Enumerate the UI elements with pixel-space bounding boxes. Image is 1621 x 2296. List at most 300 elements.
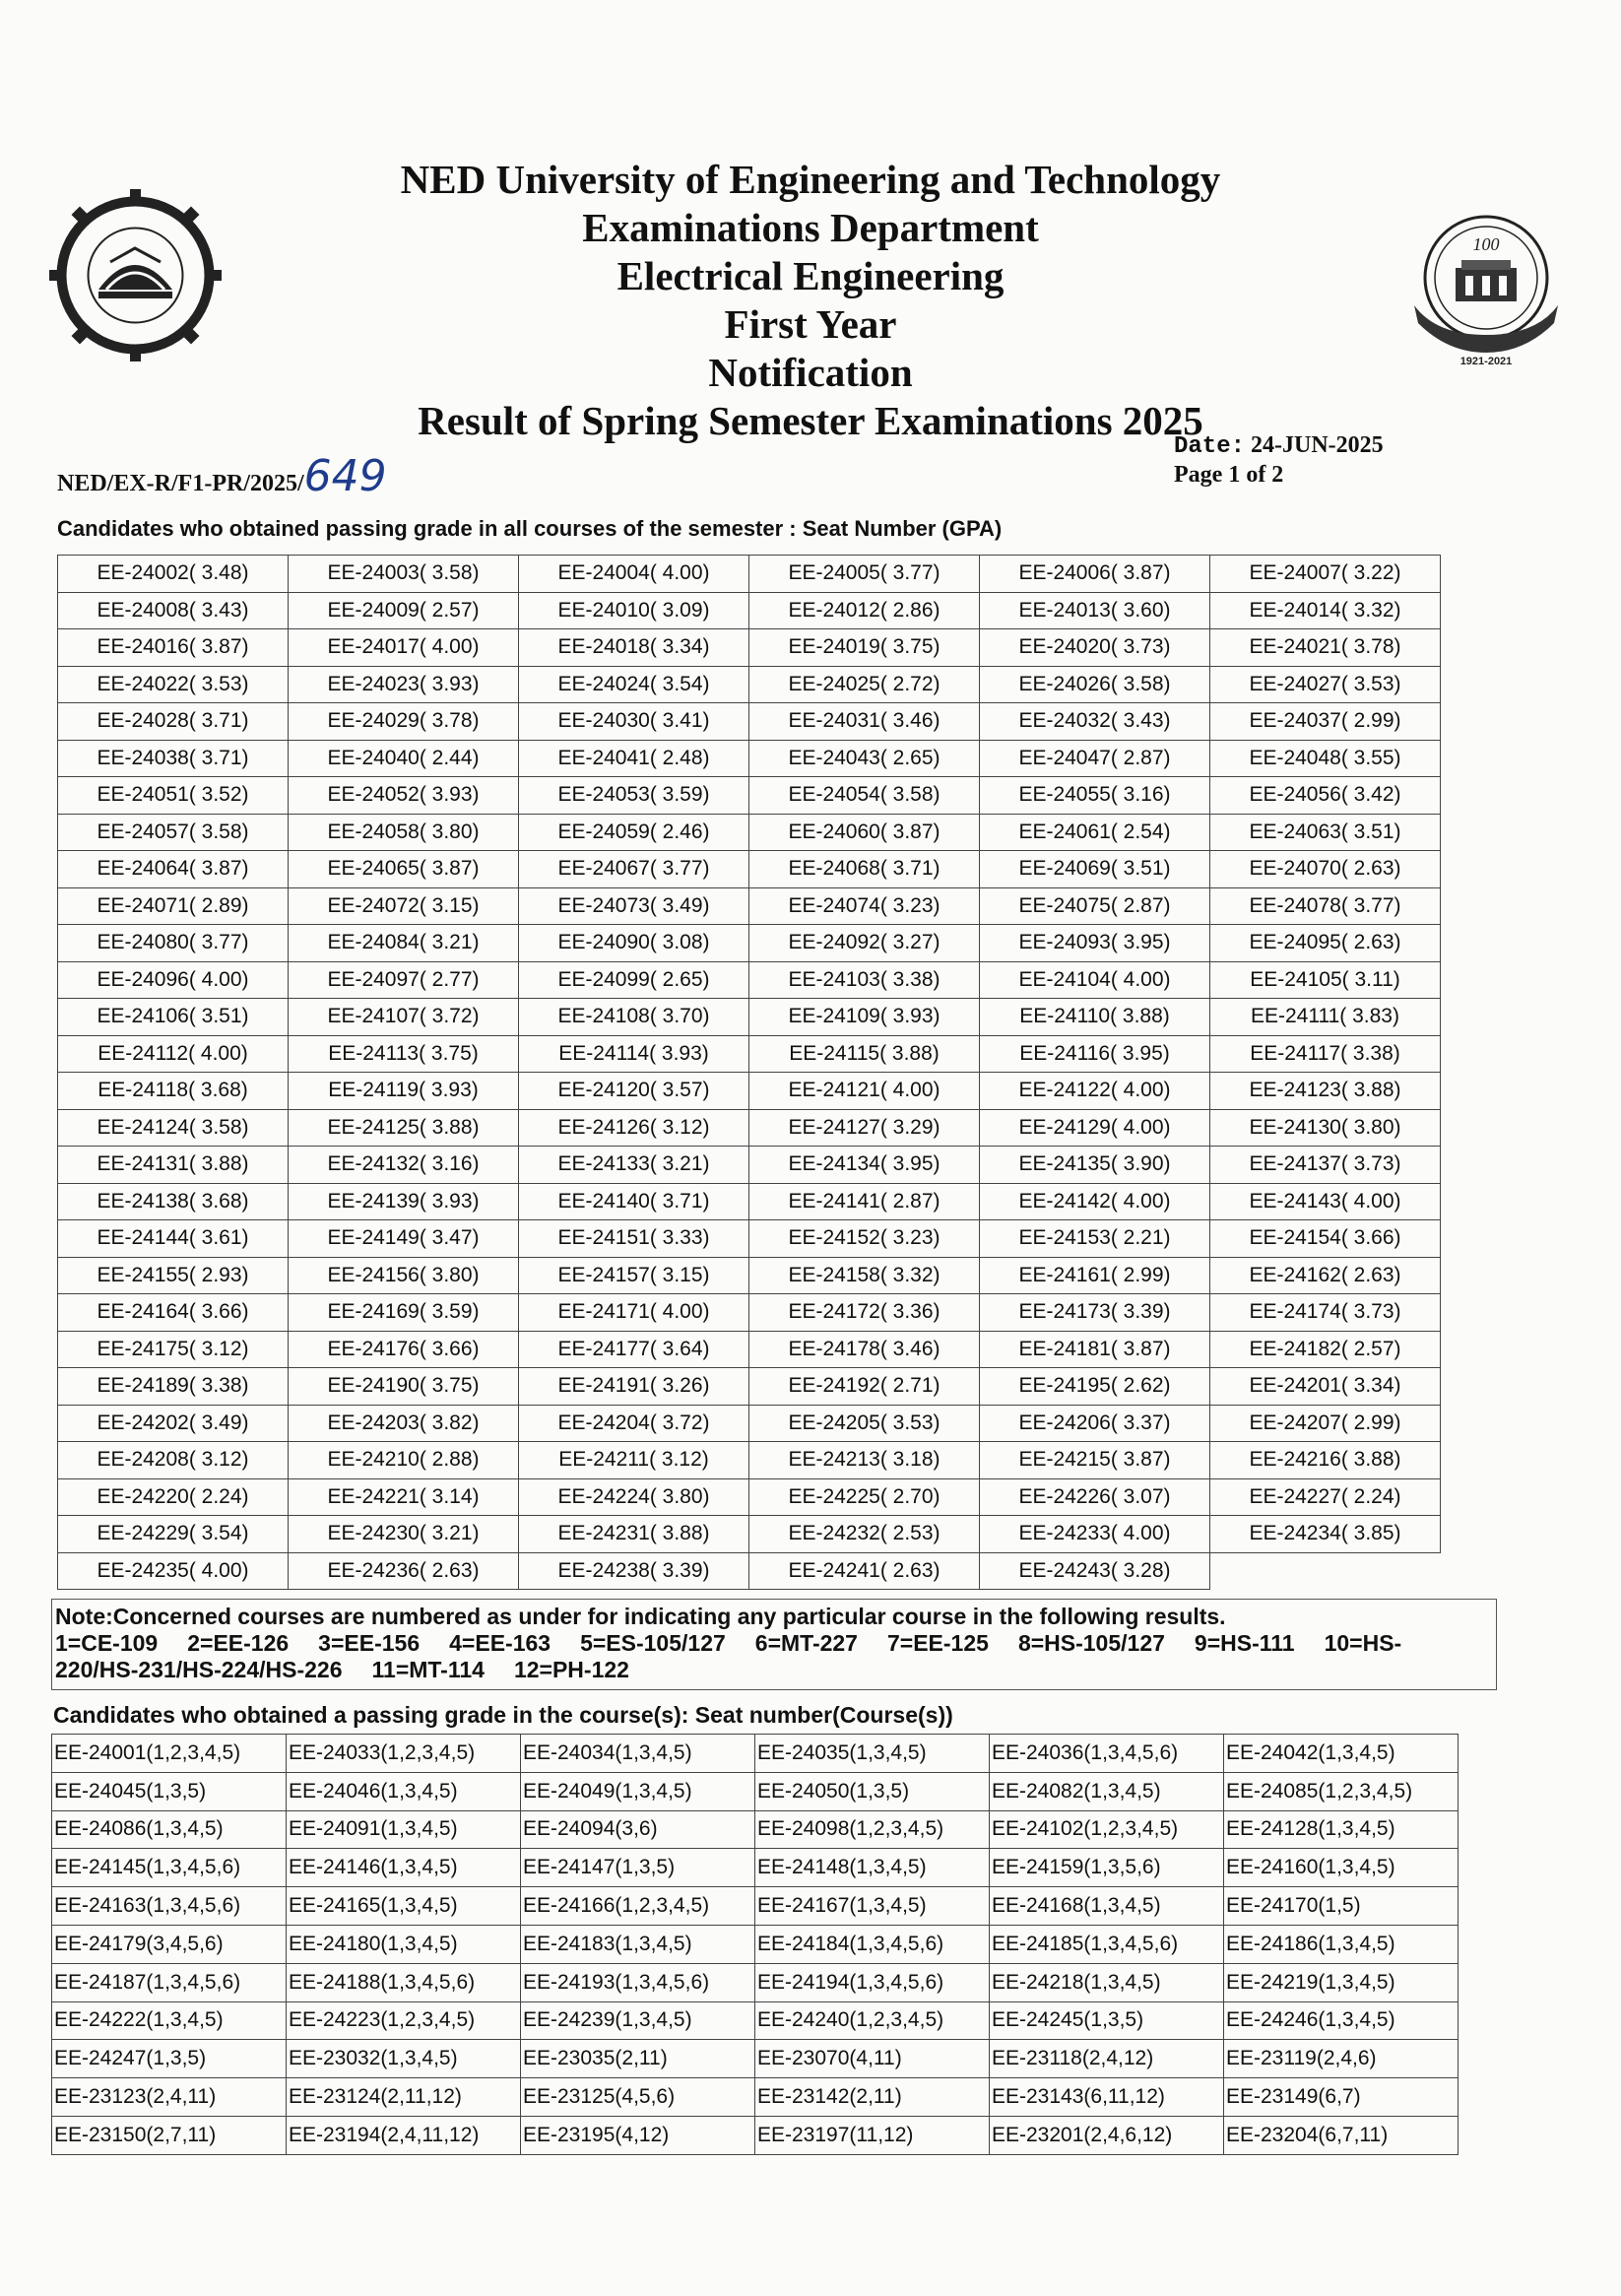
table-cell: EE-24073( 3.49) xyxy=(519,887,749,925)
table-cell: EE-24243( 3.28) xyxy=(980,1552,1210,1590)
table-cell: EE-24185(1,3,4,5,6) xyxy=(990,1925,1224,1963)
table-cell: EE-24019( 3.75) xyxy=(749,629,980,667)
table-row xyxy=(58,1294,1441,1332)
table-cell: EE-24158( 3.32) xyxy=(749,1257,980,1294)
table-cell: EE-24180(1,3,4,5) xyxy=(287,1925,521,1963)
table-cell: EE-24094(3,6) xyxy=(521,1810,755,1849)
table-cell: EE-24222(1,3,4,5) xyxy=(52,2001,287,2040)
table-cell: EE-24045(1,3,5) xyxy=(52,1772,287,1810)
table-cell: EE-24033(1,2,3,4,5) xyxy=(287,1735,521,1773)
table-cell: EE-24032( 3.43) xyxy=(980,703,1210,741)
table-cell: EE-24218(1,3,4,5) xyxy=(990,1963,1224,2001)
table-cell: EE-23201(2,4,6,12) xyxy=(990,2116,1224,2154)
table-row xyxy=(52,2078,1459,2117)
table-cell: EE-24013( 3.60) xyxy=(980,592,1210,629)
table-cell: EE-24163(1,3,4,5,6) xyxy=(52,1887,287,1926)
table-row xyxy=(58,1220,1441,1258)
date-label: Date: xyxy=(1174,433,1246,460)
table-cell: EE-24175( 3.12) xyxy=(58,1331,289,1368)
table-cell: EE-24056( 3.42) xyxy=(1210,777,1441,815)
table-cell: EE-24166(1,2,3,4,5) xyxy=(521,1887,755,1926)
course-note xyxy=(51,1599,1497,1690)
table-cell: EE-24047( 2.87) xyxy=(980,740,1210,777)
table-cell: EE-24065( 3.87) xyxy=(289,851,519,888)
table-cell: EE-24127( 3.29) xyxy=(749,1109,980,1147)
table-cell: EE-24075( 2.87) xyxy=(980,887,1210,925)
table-cell: EE-24048( 3.55) xyxy=(1210,740,1441,777)
table-row xyxy=(58,814,1441,851)
table-cell: EE-24114( 3.93) xyxy=(519,1035,749,1073)
table-cell: EE-24022( 3.53) xyxy=(58,666,289,703)
table-cell: EE-24140( 3.71) xyxy=(519,1183,749,1220)
table-cell: EE-24247(1,3,5) xyxy=(52,2040,287,2078)
table-cell: EE-23119(2,4,6) xyxy=(1224,2040,1459,2078)
table-cell: EE-24224( 3.80) xyxy=(519,1478,749,1516)
table-row xyxy=(58,1147,1441,1184)
table-cell: EE-24078( 3.77) xyxy=(1210,887,1441,925)
table-cell: EE-24132( 3.16) xyxy=(289,1147,519,1184)
table-cell: EE-24176( 3.66) xyxy=(289,1331,519,1368)
table-row xyxy=(58,1552,1441,1590)
table-cell: EE-23204(6,7,11) xyxy=(1224,2116,1459,2154)
table-cell: EE-24170(1,5) xyxy=(1224,1887,1459,1926)
document-header xyxy=(0,156,1621,445)
table-cell: EE-24147(1,3,5) xyxy=(521,1849,755,1887)
table-row xyxy=(52,1849,1459,1887)
table-cell: EE-23149(6,7) xyxy=(1224,2078,1459,2117)
table-cell: EE-24182( 2.57) xyxy=(1210,1331,1441,1368)
table-cell: EE-24241( 2.63) xyxy=(749,1552,980,1590)
table-cell: EE-24070( 2.63) xyxy=(1210,851,1441,888)
table-row xyxy=(58,1073,1441,1110)
table-cell: EE-24074( 3.23) xyxy=(749,887,980,925)
table-cell: EE-23150(2,7,11) xyxy=(52,2116,287,2154)
table-cell: EE-24156( 3.80) xyxy=(289,1257,519,1294)
table-row xyxy=(58,851,1441,888)
table-cell: EE-24096( 4.00) xyxy=(58,961,289,999)
table-cell: EE-23194(2,4,11,12) xyxy=(287,2116,521,2154)
document-type: Notification xyxy=(708,350,913,395)
reference-handwritten: 649 xyxy=(303,451,387,501)
date-block xyxy=(1174,431,1384,489)
table-cell: EE-24135( 3.90) xyxy=(980,1147,1210,1184)
table-cell: EE-24230( 3.21) xyxy=(289,1516,519,1553)
table-cell: EE-24130( 3.80) xyxy=(1210,1109,1441,1147)
table-cell: EE-24226( 3.07) xyxy=(980,1478,1210,1516)
table-cell: EE-24126( 3.12) xyxy=(519,1109,749,1147)
table-cell: EE-24211( 3.12) xyxy=(519,1442,749,1479)
course-legend-item: 8=HS-105/127 xyxy=(1017,1630,1165,1656)
table-cell: EE-24139( 3.93) xyxy=(289,1183,519,1220)
table-row xyxy=(58,1368,1441,1406)
table-cell: EE-24095( 2.63) xyxy=(1210,925,1441,962)
table-cell: EE-24161( 2.99) xyxy=(980,1257,1210,1294)
table-cell: EE-24231( 3.88) xyxy=(519,1516,749,1553)
table-cell: EE-24188(1,3,4,5,6) xyxy=(287,1963,521,2001)
table-cell: EE-23125(4,5,6) xyxy=(521,2078,755,2117)
table-cell: EE-24119( 3.93) xyxy=(289,1073,519,1110)
table-cell: EE-24240(1,2,3,4,5) xyxy=(755,2001,990,2040)
table-cell: EE-24194(1,3,4,5,6) xyxy=(755,1963,990,2001)
table-cell: EE-24035(1,3,4,5) xyxy=(755,1735,990,1773)
table-cell: EE-24060( 3.87) xyxy=(749,814,980,851)
table-cell: EE-24023( 3.93) xyxy=(289,666,519,703)
section1-caption: Candidates who obtained passing grade in all courses of the semester : Seat Number (GPA) xyxy=(57,516,1003,541)
table-cell: EE-24181( 3.87) xyxy=(980,1331,1210,1368)
table-cell: EE-24177( 3.64) xyxy=(519,1331,749,1368)
table-cell: EE-24106( 3.51) xyxy=(58,999,289,1036)
table-cell: EE-24143( 4.00) xyxy=(1210,1183,1441,1220)
table-cell: EE-24208( 3.12) xyxy=(58,1442,289,1479)
table-cell: EE-24120( 3.57) xyxy=(519,1073,749,1110)
table-cell: EE-24125( 3.88) xyxy=(289,1109,519,1147)
table-cell: EE-24018( 3.34) xyxy=(519,629,749,667)
table-row xyxy=(58,999,1441,1036)
table-cell: EE-23142(2,11) xyxy=(755,2078,990,2117)
table-cell: EE-24186(1,3,4,5) xyxy=(1224,1925,1459,1963)
table-cell: EE-24031( 3.46) xyxy=(749,703,980,741)
table-cell: EE-24133( 3.21) xyxy=(519,1147,749,1184)
reference-number xyxy=(57,451,387,501)
table-cell: EE-24036(1,3,4,5,6) xyxy=(990,1735,1224,1773)
table-cell: EE-23032(1,3,4,5) xyxy=(287,2040,521,2078)
table-cell: EE-24154( 3.66) xyxy=(1210,1220,1441,1258)
table-cell: EE-24221( 3.14) xyxy=(289,1478,519,1516)
table-cell: EE-24052( 3.93) xyxy=(289,777,519,815)
table-cell: EE-24068( 3.71) xyxy=(749,851,980,888)
table-cell: EE-24064( 3.87) xyxy=(58,851,289,888)
table-cell: EE-24038( 3.71) xyxy=(58,740,289,777)
table-cell: EE-24215( 3.87) xyxy=(980,1442,1210,1479)
table-row xyxy=(58,1257,1441,1294)
table-row xyxy=(52,1887,1459,1926)
course-legend-item: 7=EE-125 xyxy=(886,1630,989,1656)
table-cell: EE-24129( 4.00) xyxy=(980,1109,1210,1147)
table-cell: EE-24108( 3.70) xyxy=(519,999,749,1036)
table-cell: EE-24059( 2.46) xyxy=(519,814,749,851)
table-cell: EE-24206( 3.37) xyxy=(980,1405,1210,1442)
table-cell: EE-24144( 3.61) xyxy=(58,1220,289,1258)
table-row xyxy=(58,1478,1441,1516)
table-cell: EE-24213( 3.18) xyxy=(749,1442,980,1479)
table-cell: EE-24138( 3.68) xyxy=(58,1183,289,1220)
table-cell: EE-24042(1,3,4,5) xyxy=(1224,1735,1459,1773)
table-row xyxy=(58,1183,1441,1220)
table-cell: EE-23123(2,4,11) xyxy=(52,2078,287,2117)
table-cell: EE-24055( 3.16) xyxy=(980,777,1210,815)
table-cell: EE-24234( 3.85) xyxy=(1210,1516,1441,1553)
table-cell: EE-23124(2,11,12) xyxy=(287,2078,521,2117)
table-cell: EE-24193(1,3,4,5,6) xyxy=(521,1963,755,2001)
table-cell: EE-24174( 3.73) xyxy=(1210,1294,1441,1332)
table-cell: EE-24220( 2.24) xyxy=(58,1478,289,1516)
table-cell: EE-24239(1,3,4,5) xyxy=(521,2001,755,2040)
table-cell: EE-24057( 3.58) xyxy=(58,814,289,851)
table-cell: EE-24195( 2.62) xyxy=(980,1368,1210,1406)
table-cell: EE-24184(1,3,4,5,6) xyxy=(755,1925,990,1963)
course-legend-item: 9=HS-111 xyxy=(1194,1630,1295,1656)
table-row xyxy=(58,1035,1441,1073)
table-cell: EE-24115( 3.88) xyxy=(749,1035,980,1073)
table-row xyxy=(58,703,1441,741)
table-cell: EE-24205( 3.53) xyxy=(749,1405,980,1442)
table-cell: EE-24085(1,2,3,4,5) xyxy=(1224,1772,1459,1810)
table-cell: EE-24051( 3.52) xyxy=(58,777,289,815)
table-cell: EE-24002( 3.48) xyxy=(58,556,289,593)
table-cell: EE-24141( 2.87) xyxy=(749,1183,980,1220)
table-cell: EE-24109( 3.93) xyxy=(749,999,980,1036)
table-cell: EE-24090( 3.08) xyxy=(519,925,749,962)
table-cell: EE-24187(1,3,4,5,6) xyxy=(52,1963,287,2001)
table-cell: EE-24117( 3.38) xyxy=(1210,1035,1441,1073)
table-cell: EE-24027( 3.53) xyxy=(1210,666,1441,703)
table-cell: EE-24014( 3.32) xyxy=(1210,592,1441,629)
table-cell: EE-24098(1,2,3,4,5) xyxy=(755,1810,990,1849)
table-cell: EE-24232( 2.53) xyxy=(749,1516,980,1553)
table-cell: EE-24072( 3.15) xyxy=(289,887,519,925)
table-cell: EE-24107( 3.72) xyxy=(289,999,519,1036)
table-cell: EE-24167(1,3,4,5) xyxy=(755,1887,990,1926)
table-cell: EE-24124( 3.58) xyxy=(58,1109,289,1147)
table-cell: EE-24092( 3.27) xyxy=(749,925,980,962)
table-cell: EE-24025( 2.72) xyxy=(749,666,980,703)
page-info: Page 1 of 2 xyxy=(1174,462,1284,488)
course-legend-item: 1=CE-109 xyxy=(55,1630,159,1656)
course-legend-line1 xyxy=(55,1630,1491,1657)
table-cell: EE-24245(1,3,5) xyxy=(990,2001,1224,2040)
table-cell: EE-24071( 2.89) xyxy=(58,887,289,925)
table-cell: EE-24152( 3.23) xyxy=(749,1220,980,1258)
svg-text:100: 100 xyxy=(1472,234,1500,254)
table-cell: EE-24179(3,4,5,6) xyxy=(52,1925,287,1963)
table-cell: EE-24067( 3.77) xyxy=(519,851,749,888)
table-cell: EE-24118( 3.68) xyxy=(58,1073,289,1110)
table-cell: EE-24145(1,3,4,5,6) xyxy=(52,1849,287,1887)
table-cell: EE-24034(1,3,4,5) xyxy=(521,1735,755,1773)
table-cell: EE-24004( 4.00) xyxy=(519,556,749,593)
table-cell: EE-24017( 4.00) xyxy=(289,629,519,667)
table-cell: EE-24235( 4.00) xyxy=(58,1552,289,1590)
table-cell: EE-24223(1,2,3,4,5) xyxy=(287,2001,521,2040)
table-cell: EE-24006( 3.87) xyxy=(980,556,1210,593)
table-cell: EE-24104( 4.00) xyxy=(980,961,1210,999)
table-cell: EE-23197(11,12) xyxy=(755,2116,990,2154)
table-cell: EE-24041( 2.48) xyxy=(519,740,749,777)
table-cell: EE-24236( 2.63) xyxy=(289,1552,519,1590)
table-cell: EE-24202( 3.49) xyxy=(58,1405,289,1442)
table-cell: EE-24164( 3.66) xyxy=(58,1294,289,1332)
section2-caption: Candidates who obtained a passing grade in the course(s): Seat number(Course(s)) xyxy=(53,1702,953,1728)
table-cell: EE-24172( 3.36) xyxy=(749,1294,980,1332)
course-legend-item: 12=PH-122 xyxy=(513,1657,629,1682)
course-results-table xyxy=(51,1734,1459,2155)
table-cell: EE-24103( 3.38) xyxy=(749,961,980,999)
table-cell: EE-23070(4,11) xyxy=(755,2040,990,2078)
table-cell: EE-24225( 2.70) xyxy=(749,1478,980,1516)
table-cell: EE-24105( 3.11) xyxy=(1210,961,1441,999)
table-cell: EE-24001(1,2,3,4,5) xyxy=(52,1735,287,1773)
reference-printed: NED/EX-R/F1-PR/2025/ xyxy=(57,471,304,496)
table-cell: EE-24007( 3.22) xyxy=(1210,556,1441,593)
table-cell: EE-24050(1,3,5) xyxy=(755,1772,990,1810)
table-cell: EE-24009( 2.57) xyxy=(289,592,519,629)
table-cell: EE-24061( 2.54) xyxy=(980,814,1210,851)
table-cell: EE-24171( 4.00) xyxy=(519,1294,749,1332)
table-cell: EE-24080( 3.77) xyxy=(58,925,289,962)
table-row xyxy=(58,1516,1441,1553)
table-cell: EE-24201( 3.34) xyxy=(1210,1368,1441,1406)
table-cell: EE-24099( 2.65) xyxy=(519,961,749,999)
table-row xyxy=(58,1109,1441,1147)
table-cell: EE-24016( 3.87) xyxy=(58,629,289,667)
table-cell: EE-24229( 3.54) xyxy=(58,1516,289,1553)
table-cell: EE-24097( 2.77) xyxy=(289,961,519,999)
course-legend-item: 10=HS- xyxy=(1324,1630,1402,1656)
date-value: 24-JUN-2025 xyxy=(1251,432,1384,458)
table-cell: EE-24102(1,2,3,4,5) xyxy=(990,1810,1224,1849)
table-cell: EE-24113( 3.75) xyxy=(289,1035,519,1073)
table-cell: EE-24134( 3.95) xyxy=(749,1147,980,1184)
table-cell: EE-23195(4,12) xyxy=(521,2116,755,2154)
department-name: Examinations Department xyxy=(582,205,1039,250)
program-name: Electrical Engineering xyxy=(616,253,1005,298)
table-cell: EE-24153( 2.21) xyxy=(980,1220,1210,1258)
table-row xyxy=(58,1405,1441,1442)
table-cell: EE-24037( 2.99) xyxy=(1210,703,1441,741)
table-cell: EE-24123( 3.88) xyxy=(1210,1073,1441,1110)
university-name: NED University of Engineering and Technology xyxy=(400,157,1221,202)
table-cell: EE-23035(2,11) xyxy=(521,2040,755,2078)
table-row xyxy=(52,2116,1459,2154)
table-row xyxy=(52,2040,1459,2078)
table-cell: EE-24238( 3.39) xyxy=(519,1552,749,1590)
table-row xyxy=(52,1772,1459,1810)
table-cell: EE-24091(1,3,4,5) xyxy=(287,1810,521,1849)
table-cell: EE-24043( 2.65) xyxy=(749,740,980,777)
table-row xyxy=(58,925,1441,962)
table-cell: EE-24030( 3.41) xyxy=(519,703,749,741)
table-row xyxy=(58,961,1441,999)
course-legend-item: 5=ES-105/127 xyxy=(580,1630,726,1656)
table-cell: EE-24008( 3.43) xyxy=(58,592,289,629)
table-row xyxy=(52,2001,1459,2040)
table-cell: EE-24121( 4.00) xyxy=(749,1073,980,1110)
table-cell: EE-24082(1,3,4,5) xyxy=(990,1772,1224,1810)
table-cell: EE-24020( 3.73) xyxy=(980,629,1210,667)
table-cell: EE-24028( 3.71) xyxy=(58,703,289,741)
table-row xyxy=(58,740,1441,777)
table-cell: EE-24021( 3.78) xyxy=(1210,629,1441,667)
table-cell: EE-24210( 2.88) xyxy=(289,1442,519,1479)
table-cell: EE-24128(1,3,4,5) xyxy=(1224,1810,1459,1849)
table-cell: EE-24112( 4.00) xyxy=(58,1035,289,1073)
table-cell: EE-24190( 3.75) xyxy=(289,1368,519,1406)
course-legend-item: 6=MT-227 xyxy=(754,1630,858,1656)
table-row xyxy=(58,592,1441,629)
table-row xyxy=(58,777,1441,815)
table-cell: EE-24010( 3.09) xyxy=(519,592,749,629)
table-cell: EE-24204( 3.72) xyxy=(519,1405,749,1442)
table-cell: EE-24012( 2.86) xyxy=(749,592,980,629)
table-cell: EE-24137( 3.73) xyxy=(1210,1147,1441,1184)
table-cell: EE-23118(2,4,12) xyxy=(990,2040,1224,2078)
table-row xyxy=(58,1331,1441,1368)
table-cell: EE-24173( 3.39) xyxy=(980,1294,1210,1332)
table-cell: EE-24116( 3.95) xyxy=(980,1035,1210,1073)
document-subject: Result of Spring Semester Examinations 2025 xyxy=(418,398,1203,443)
course-legend-item: 2=EE-126 xyxy=(187,1630,290,1656)
table-cell: EE-24189( 3.38) xyxy=(58,1368,289,1406)
table-cell: EE-24046(1,3,4,5) xyxy=(287,1772,521,1810)
table-cell: EE-24160(1,3,4,5) xyxy=(1224,1849,1459,1887)
table-cell: EE-24054( 3.58) xyxy=(749,777,980,815)
gpa-results-table xyxy=(57,555,1441,1590)
table-cell: EE-24165(1,3,4,5) xyxy=(287,1887,521,1926)
table-cell: EE-24192( 2.71) xyxy=(749,1368,980,1406)
table-row xyxy=(58,887,1441,925)
table-row xyxy=(52,1735,1459,1773)
table-cell: EE-24053( 3.59) xyxy=(519,777,749,815)
table-cell: EE-24169( 3.59) xyxy=(289,1294,519,1332)
table-cell: EE-24149( 3.47) xyxy=(289,1220,519,1258)
table-row xyxy=(58,629,1441,667)
table-cell: EE-24058( 3.80) xyxy=(289,814,519,851)
table-cell: EE-24029( 3.78) xyxy=(289,703,519,741)
table-cell: EE-24162( 2.63) xyxy=(1210,1257,1441,1294)
table-cell: EE-24168(1,3,4,5) xyxy=(990,1887,1224,1926)
table-cell: EE-24183(1,3,4,5) xyxy=(521,1925,755,1963)
table-cell: EE-24207( 2.99) xyxy=(1210,1405,1441,1442)
table-cell: EE-24049(1,3,4,5) xyxy=(521,1772,755,1810)
table-cell: EE-24122( 4.00) xyxy=(980,1073,1210,1110)
course-legend-item: 4=EE-163 xyxy=(449,1630,551,1656)
table-row xyxy=(52,1963,1459,2001)
table-cell: EE-24131( 3.88) xyxy=(58,1147,289,1184)
table-cell: EE-24148(1,3,4,5) xyxy=(755,1849,990,1887)
table-cell: EE-24191( 3.26) xyxy=(519,1368,749,1406)
table-cell: EE-24151( 3.33) xyxy=(519,1220,749,1258)
table-cell: EE-24026( 3.58) xyxy=(980,666,1210,703)
table-cell: EE-24159(1,3,5,6) xyxy=(990,1849,1224,1887)
table-cell: EE-24093( 3.95) xyxy=(980,925,1210,962)
table-cell: EE-24146(1,3,4,5) xyxy=(287,1849,521,1887)
table-cell: EE-24216( 3.88) xyxy=(1210,1442,1441,1479)
course-legend-item: 220/HS-231/HS-224/HS-226 xyxy=(55,1657,343,1682)
table-cell: EE-24155( 2.93) xyxy=(58,1257,289,1294)
svg-text:1921-2021: 1921-2021 xyxy=(1459,356,1513,366)
table-cell: EE-24063( 3.51) xyxy=(1210,814,1441,851)
table-cell: EE-24227( 2.24) xyxy=(1210,1478,1441,1516)
course-legend-item: 11=MT-114 xyxy=(371,1657,485,1682)
table-cell: EE-24203( 3.82) xyxy=(289,1405,519,1442)
table-row xyxy=(58,666,1441,703)
table-row xyxy=(58,556,1441,593)
table-cell: EE-24024( 3.54) xyxy=(519,666,749,703)
table-cell: EE-24157( 3.15) xyxy=(519,1257,749,1294)
table-cell: EE-24003( 3.58) xyxy=(289,556,519,593)
table-cell xyxy=(1210,1552,1441,1590)
table-cell: EE-24111( 3.83) xyxy=(1210,999,1441,1036)
table-cell: EE-24178( 3.46) xyxy=(749,1331,980,1368)
table-row xyxy=(52,1925,1459,1963)
table-cell: EE-24142( 4.00) xyxy=(980,1183,1210,1220)
note-intro: Note:Concerned courses are numbered as under for indicating any particular course in the following results. xyxy=(55,1604,1226,1629)
course-legend-item: 3=EE-156 xyxy=(318,1630,421,1656)
table-cell: EE-24005( 3.77) xyxy=(749,556,980,593)
table-cell: EE-23143(6,11,12) xyxy=(990,2078,1224,2117)
table-cell: EE-24110( 3.88) xyxy=(980,999,1210,1036)
table-row xyxy=(52,1810,1459,1849)
